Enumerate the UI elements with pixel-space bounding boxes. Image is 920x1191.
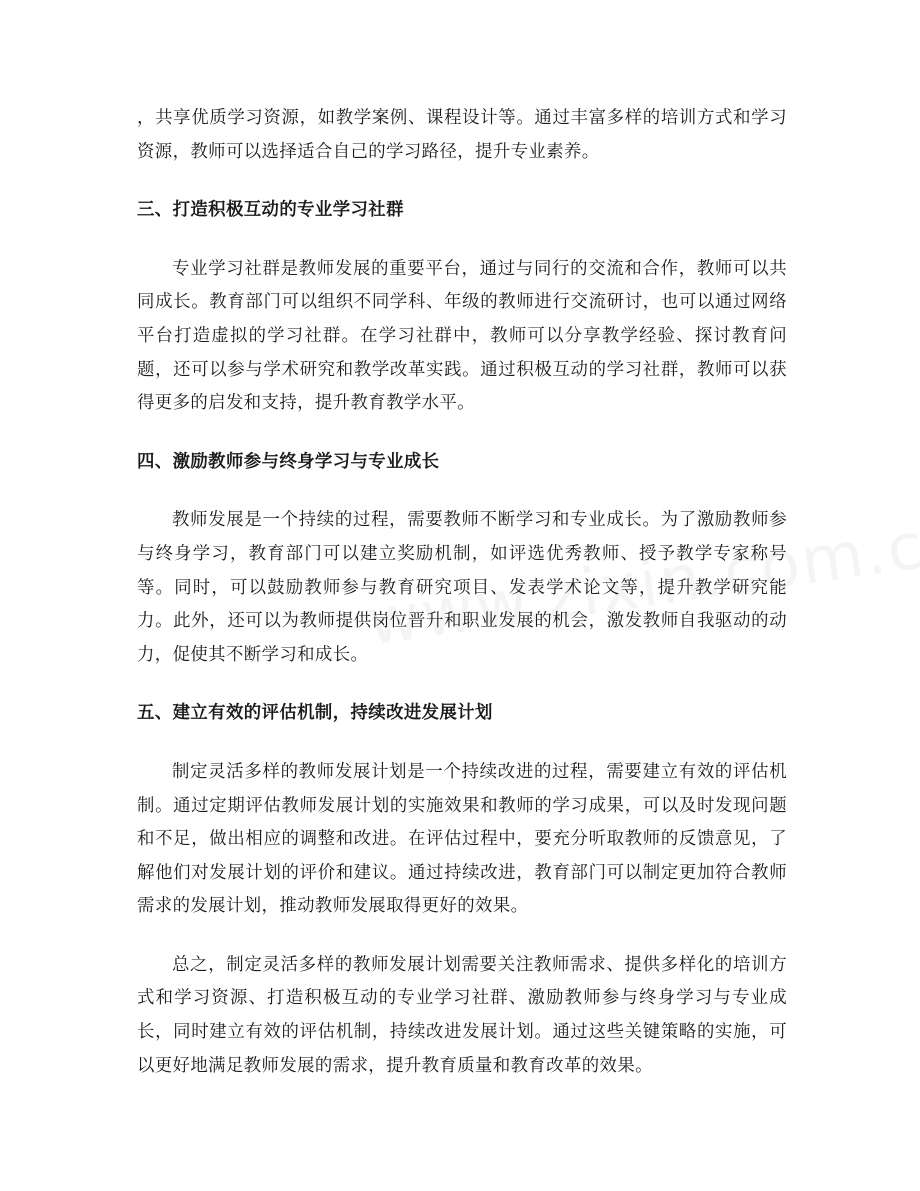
section-body-3: 专业学习社群是教师发展的重要平台，通过与同行的交流和合作，教师可以共同成长。教育部门可以组织不同学科、年级的教师进行交流研讨，也可以通过网络平台打造虚拟的学习社群。在学习社群中，教师可以分享教学经验、探讨教育问题，还可以参与学术研究和教学改革实践。通过积极互动的学习社群，教师可以获得更多的启发和支持，提升教育教学水平。 [137,258,787,414]
section-body-4: 教师发展是一个持续的过程，需要教师不断学习和专业成长。为了激励教师参与终身学习，教育部门可以建立奖励机制，如评选优秀教师、授予教学专家称号等。同时，可以鼓励教师参与教育研究项目、发表学术论文等，提升教学研究能力。此外，还可以为教师提供岗位晋升和职业发展的机会，激发教师自我驱动的动力，促使其不断学习和成长。 [137,510,787,665]
section-heading-4: 四、激励教师参与终身学习与专业成长 [137,451,440,472]
intro-continuation-paragraph: ，共享优质学习资源，如教学案例、课程设计等。通过丰富多样的培训方式和学习资源，教师可以选择适合自己的学习路径，提升专业素养。 [137,108,787,162]
section-body-5: 制定灵活多样的教师发展计划是一个持续改进的过程，需要建立有效的评估机制。通过定期评估教师发展计划的实施效果和教师的学习成果，可以及时发现问题和不足，做出相应的调整和改进。在评估过程中，要充分听取教师的反馈意见，了解他们对发展计划的评价和建议。通过持续改进，教育部门可以制定更加符合教师需求的发展计划，推动教师发展取得更好的效果。 [137,761,787,917]
section-heading-5: 五、建立有效的评估机制，持续改进发展计划 [137,703,493,724]
conclusion-paragraph: 总之，制定灵活多样的教师发展计划需要关注教师需求、提供多样化的培训方式和学习资源、打造积极互动的专业学习社群、激励教师参与终身学习与专业成长，同时建立有效的评估机制，持续改进发展计划。通过这些关键策略的实施，可以更好地满足教师发展的需求，提升教育质量和教育改革的效果。 [137,954,787,1076]
document-body [137,102,787,1083]
section-heading-3: 三、打造积极互动的专业学习社群 [137,200,404,221]
